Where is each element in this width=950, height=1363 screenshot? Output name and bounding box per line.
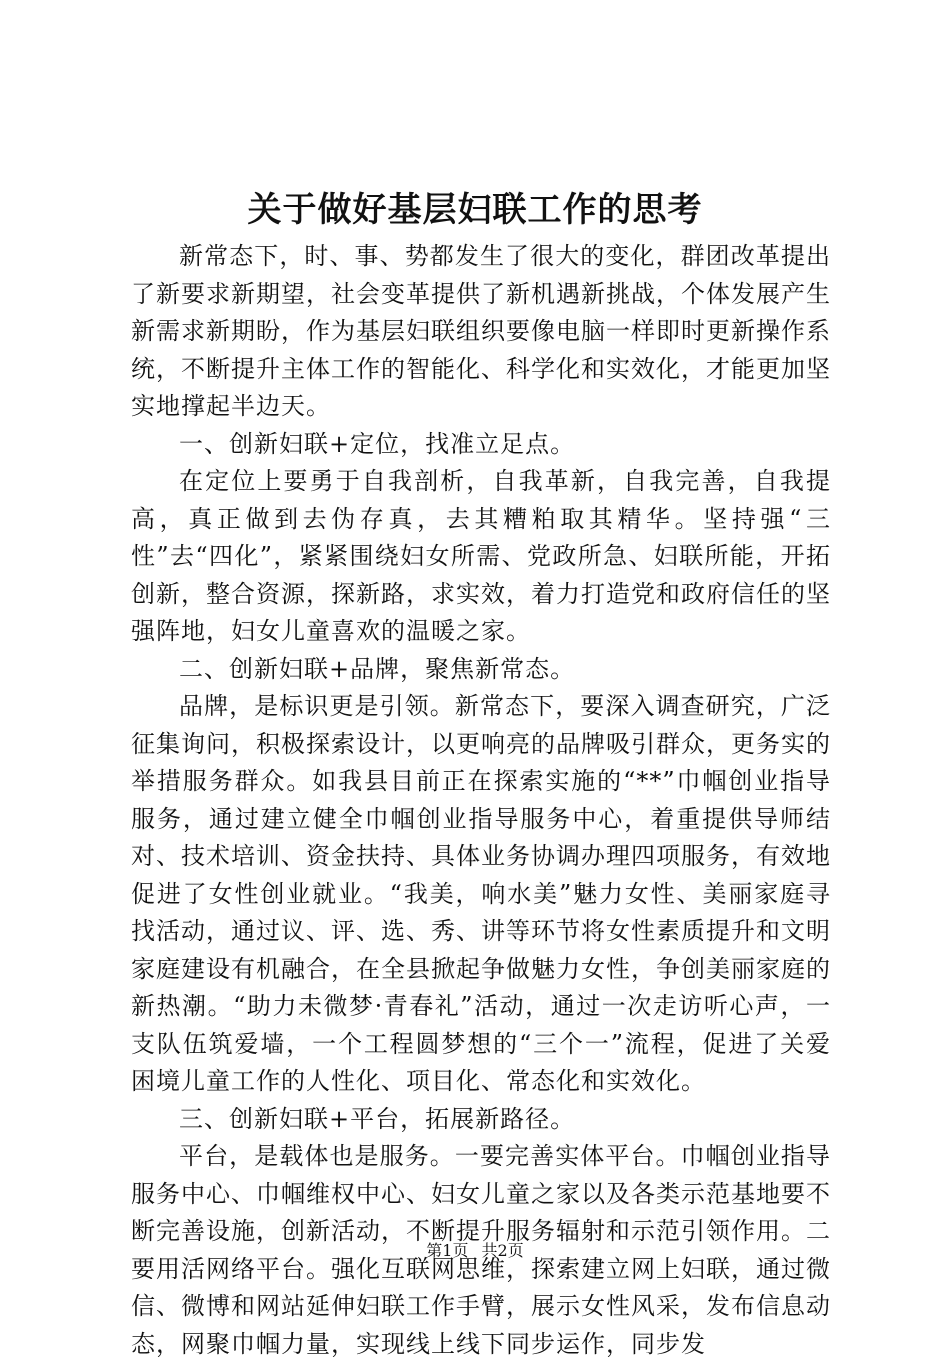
page-title: 关于做好基层妇联工作的思考 — [247, 190, 703, 230]
paragraph-positioning: 在定位上要勇于自我剖析，自我革新，自我完善，自我提高，真正做到去伪存真，去其糟粕取其精华。坚持强“三性”去“四化”，紧紧围绕妇女所需、党政所急、妇联所能，开拓创新，整合资源，探新路，求实效，着力打造党和政府信任的坚强阵地，妇女儿童喜欢的温暖之家。 — [131, 467, 831, 645]
document-body — [131, 238, 831, 1363]
section-heading-1: 一、创新妇联+定位，找准立足点。 — [179, 429, 576, 458]
page-footer — [0, 1240, 950, 1262]
paragraph-intro: 新常态下，时、事、势都发生了很大的变化，群团改革提出了新要求新期望，社会变革提供了新机遇新挑战，个体发展产生新需求新期盼，作为基层妇联组织要像电脑一样即时更新操作系统，不断提升主体工作的智能化、科学化和实效化，才能更加坚实地撑起半边天。 — [131, 242, 831, 420]
section-heading-3: 三、创新妇联+平台，拓展新路径。 — [179, 1104, 576, 1133]
section-heading-2: 二、创新妇联+品牌，聚焦新常态。 — [179, 654, 576, 683]
paragraph-brand: 品牌，是标识更是引领。新常态下，要深入调查研究，广泛征集询问，积极探索设计，以更响亮的品牌吸引群众，更务实的举措服务群众。如我县目前正在探索实施的“**”巾帼创业指导服务，通过建立健全巾帼创业指导服务中心，着重提供导师结对、技术培训、资金扶持、具体业务协调办理四项服务，有效地促进了女性创业就业。“我美，响水美”魅力女性、美丽家庭寻找活动，通过议、评、选、秀、讲等环节将女性素质提升和文明家庭建设有机融合，在全县掀起争做魅力女性，争创美丽家庭的新热潮。“助力未微梦·青春礼”活动，通过一次走访听心声，一支队伍筑爱墙，一个工程圆梦想的“三个一”流程，促进了关爱困境儿童工作的人性化、项目化、常态化和实效化。 — [131, 692, 831, 1095]
page-number-current: 第1页 — [426, 1241, 469, 1260]
paragraph-platform: 平台，是载体也是服务。一要完善实体平台。巾帼创业指导服务中心、巾帼维权中心、妇女儿童之家以及各类示范基地要不断完善设施，创新活动，不断提升服务辐射和示范引领作用。二要用活网络平台。强化互联网思维，探索建立网上妇联，通过微信、微博和网站延伸妇联工作手臂，展示女性风采，发布信息动态，网聚巾帼力量，实现线上线下同步运作，同步发 — [131, 1142, 831, 1358]
page-number-total: 共2页 — [481, 1241, 524, 1260]
